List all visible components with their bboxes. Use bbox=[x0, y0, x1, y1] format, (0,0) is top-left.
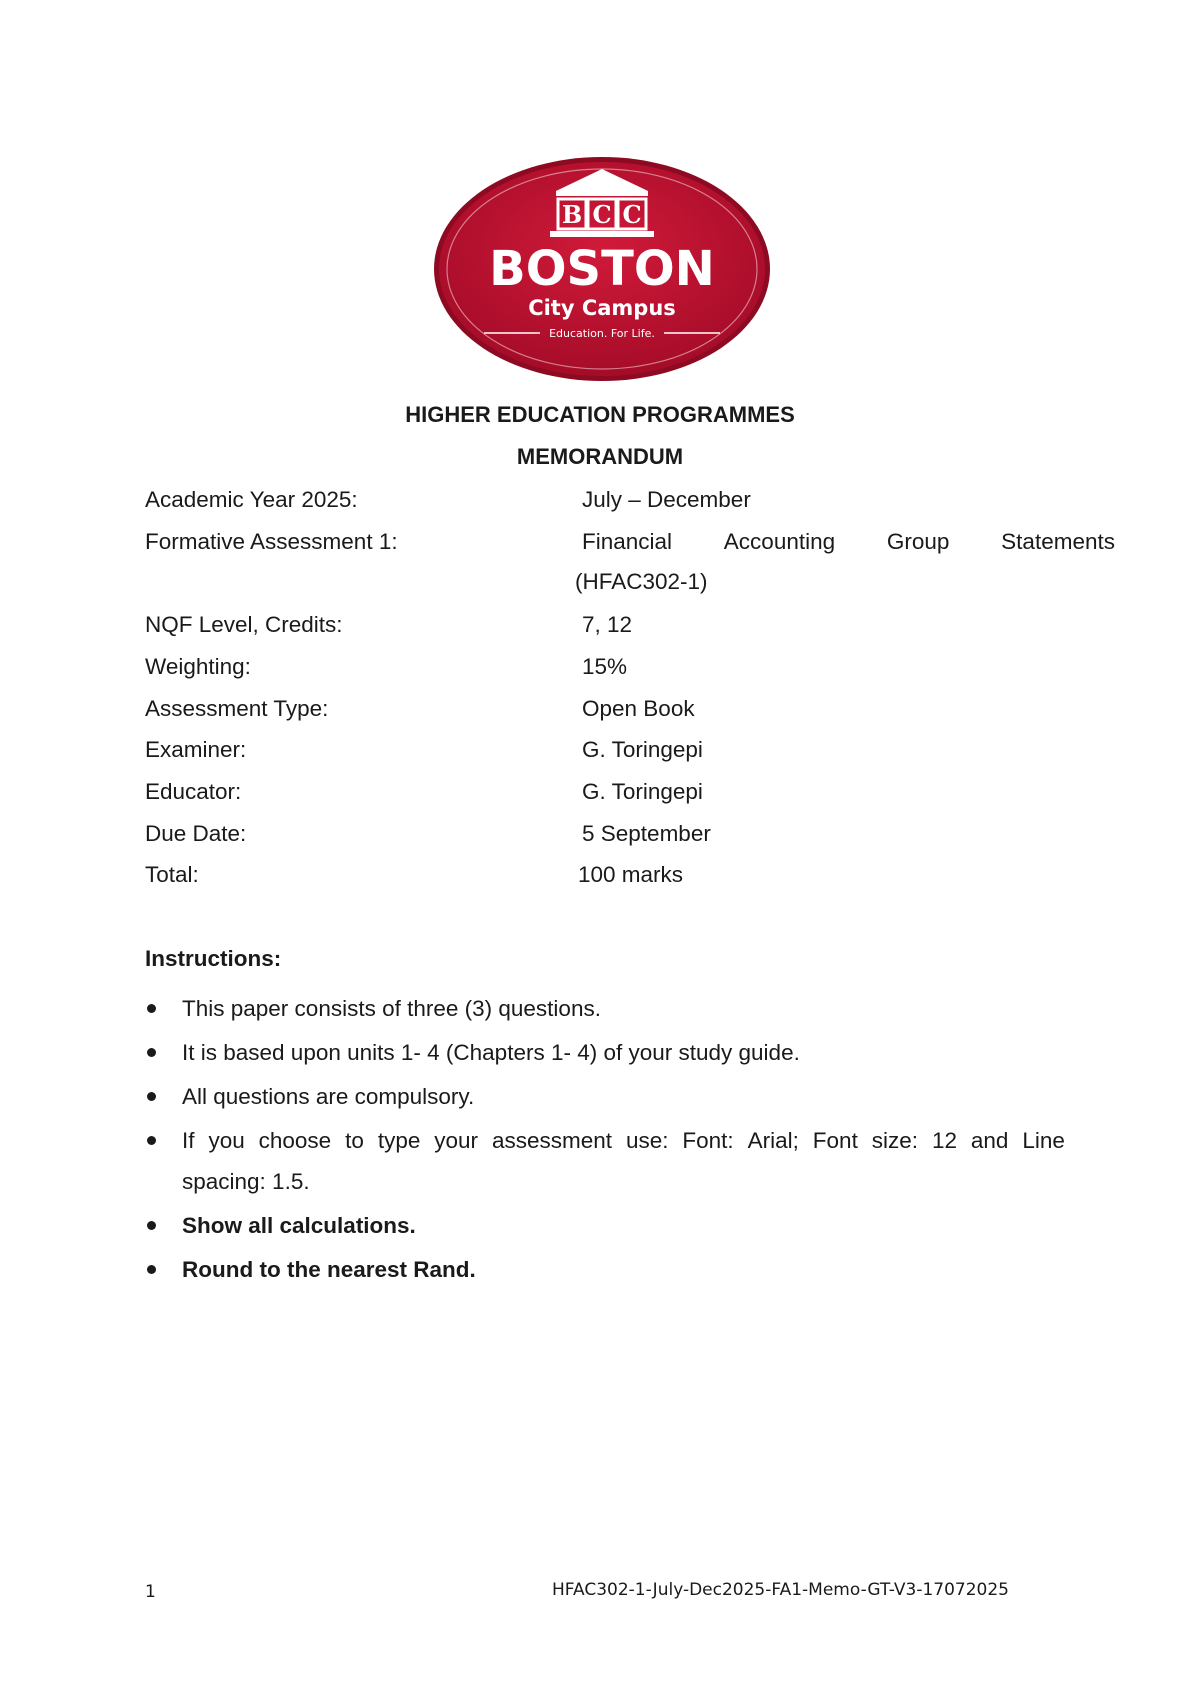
logo-tagline: Education. For Life. bbox=[549, 327, 655, 340]
info-value: 5 September bbox=[582, 821, 711, 846]
word: type bbox=[377, 1128, 421, 1153]
document-code: HFAC302-1-July-Dec2025-FA1-Memo-GT-V3-17072025 bbox=[552, 1580, 1009, 1600]
list-item-text: Show all calculations. bbox=[182, 1213, 416, 1238]
logo-initial-2: C bbox=[592, 200, 612, 229]
word: use: bbox=[625, 1128, 669, 1153]
font-instruction-line bbox=[182, 1120, 1065, 1161]
info-row-formative-assessment bbox=[145, 529, 1115, 559]
bullet-icon bbox=[147, 1004, 156, 1013]
font-instruction-line2: spacing: 1.5. bbox=[182, 1169, 310, 1194]
word: your bbox=[434, 1128, 479, 1153]
info-label: Educator: bbox=[145, 779, 242, 804]
word: to bbox=[345, 1128, 364, 1153]
bullet-icon bbox=[147, 1221, 156, 1230]
list-item-text: Round to the nearest Rand. bbox=[182, 1257, 476, 1282]
list-item-text: It is based upon units 1- 4 (Chapters 1- 4) of your study guide. bbox=[182, 1040, 800, 1065]
logo-subtitle: City Campus bbox=[528, 296, 676, 320]
info-label: NQF Level, Credits: bbox=[145, 612, 343, 637]
info-value: Open Book bbox=[582, 696, 695, 721]
bullet-icon bbox=[147, 1265, 156, 1274]
bullet-icon bbox=[147, 1048, 156, 1057]
list-item bbox=[145, 1032, 1065, 1073]
info-value: July – December bbox=[582, 487, 751, 512]
list-item bbox=[145, 1205, 1065, 1246]
info-label: Academic Year 2025: bbox=[145, 487, 358, 512]
info-value bbox=[582, 529, 1115, 555]
info-value: 15% bbox=[582, 654, 628, 679]
word: 12 bbox=[931, 1128, 957, 1153]
list-item bbox=[145, 1249, 1065, 1290]
word: Font: bbox=[682, 1128, 734, 1153]
value-word: Accounting bbox=[723, 529, 836, 554]
bullet-icon bbox=[147, 1136, 156, 1145]
page-number: 1 bbox=[145, 1582, 156, 1602]
logo-initial-1: B bbox=[561, 200, 583, 229]
logo-name: BOSTON bbox=[489, 241, 715, 297]
info-label: Assessment Type: bbox=[145, 696, 329, 721]
word: size: bbox=[871, 1128, 919, 1153]
info-label: Examiner: bbox=[145, 737, 247, 762]
word: you bbox=[208, 1128, 245, 1153]
word: choose bbox=[258, 1128, 332, 1153]
word: and bbox=[970, 1128, 1009, 1153]
bullet-icon bbox=[147, 1092, 156, 1101]
info-row-educator bbox=[145, 779, 1115, 809]
info-label: Weighting: bbox=[145, 654, 251, 679]
info-row-nqf bbox=[145, 612, 1115, 642]
word: assessment bbox=[491, 1128, 613, 1153]
list-item bbox=[145, 1120, 1065, 1202]
logo-initial-3: C bbox=[622, 200, 642, 229]
list-item bbox=[145, 1076, 1065, 1117]
info-row-total bbox=[145, 862, 1115, 892]
programme-heading: HIGHER EDUCATION PROGRAMMES bbox=[405, 402, 795, 427]
info-row-academic-year bbox=[145, 487, 1115, 517]
value-word: Financial bbox=[582, 529, 673, 554]
info-label: Total: bbox=[145, 862, 199, 887]
info-row-examiner bbox=[145, 737, 1115, 767]
info-row-due-date bbox=[145, 821, 1115, 851]
info-value: G. Toringepi bbox=[582, 779, 703, 804]
boston-city-campus-logo bbox=[432, 155, 772, 383]
info-label: Formative Assessment 1: bbox=[145, 529, 398, 554]
info-value: 7, 12 bbox=[582, 612, 633, 637]
info-row-weighting bbox=[145, 654, 1115, 684]
word: Arial; bbox=[747, 1128, 799, 1153]
instructions-title: Instructions: bbox=[145, 946, 282, 971]
info-value: 100 marks bbox=[578, 862, 684, 887]
list-item-text: All questions are compulsory. bbox=[182, 1084, 475, 1109]
word: If bbox=[182, 1128, 195, 1153]
info-value: G. Toringepi bbox=[582, 737, 703, 762]
value-word: Group bbox=[886, 529, 950, 554]
word: Line bbox=[1022, 1128, 1065, 1153]
info-label: Due Date: bbox=[145, 821, 247, 846]
list-item-text: This paper consists of three (3) questions. bbox=[182, 996, 601, 1021]
list-item bbox=[145, 988, 1065, 1029]
memorandum-heading: MEMORANDUM bbox=[516, 444, 684, 469]
instructions-list bbox=[145, 988, 1065, 1293]
word: Font bbox=[812, 1128, 858, 1153]
info-row-assessment-type bbox=[145, 696, 1115, 726]
value-word: Statements bbox=[1001, 529, 1115, 554]
assessment-code: (HFAC302-1) bbox=[575, 569, 708, 594]
